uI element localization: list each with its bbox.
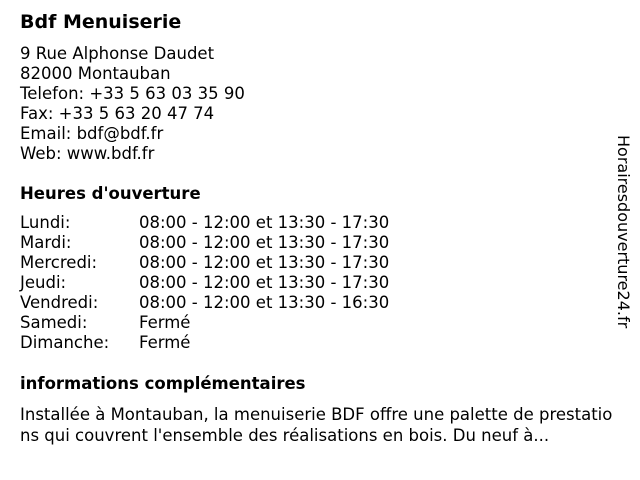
address-street: 9 Rue Alphonse Daudet [20,44,215,63]
phone-line: Telefon: +33 5 63 03 35 90 [20,84,245,103]
watermark-text: Horairesdouverture24.fr [614,135,633,329]
time-range: 08:00 - 12:00 et 13:30 - 17:30 [139,233,390,252]
hours-row-friday [20,293,389,313]
web-line: Web: www.bdf.fr [20,144,155,163]
hours-row-saturday [20,313,389,333]
hours-row-thursday [20,273,389,293]
day-label: Samedi: [20,313,88,332]
time-range: 08:00 - 12:00 et 13:30 - 17:30 [139,253,390,272]
business-name: Bdf Menuiserie [20,11,182,33]
time-range: 08:00 - 12:00 et 13:30 - 16:30 [139,293,390,312]
address-city: 82000 Montauban [20,64,171,83]
day-label: Vendredi: [20,293,99,312]
hours-heading: Heures d'ouverture [20,184,201,203]
time-range: Fermé [139,333,191,352]
day-label: Dimanche: [20,333,110,352]
day-label: Jeudi: [20,273,67,292]
time-range: 08:00 - 12:00 et 13:30 - 17:30 [139,273,390,292]
info-heading: informations complémentaires [20,374,306,393]
hours-row-tuesday [20,233,389,253]
day-label: Mercredi: [20,253,98,272]
hours-row-wednesday [20,253,389,273]
day-label: Mardi: [20,233,72,252]
day-label: Lundi: [20,213,71,232]
time-range: 08:00 - 12:00 et 13:30 - 17:30 [139,213,390,232]
hours-row-sunday [20,333,389,353]
contact-block [20,44,245,164]
email-line: Email: bdf@bdf.fr [20,124,164,143]
hours-table [20,213,389,353]
site-watermark [613,135,633,343]
time-range: Fermé [139,313,191,332]
fax-line: Fax: +33 5 63 20 47 74 [20,104,215,123]
business-description: Installée à Montauban, la menuiserie BDF offre une palette de prestations qui couvrent l'ensemble des réalisations en bois. Du neuf à... [20,405,613,445]
hours-row-monday [20,213,389,233]
